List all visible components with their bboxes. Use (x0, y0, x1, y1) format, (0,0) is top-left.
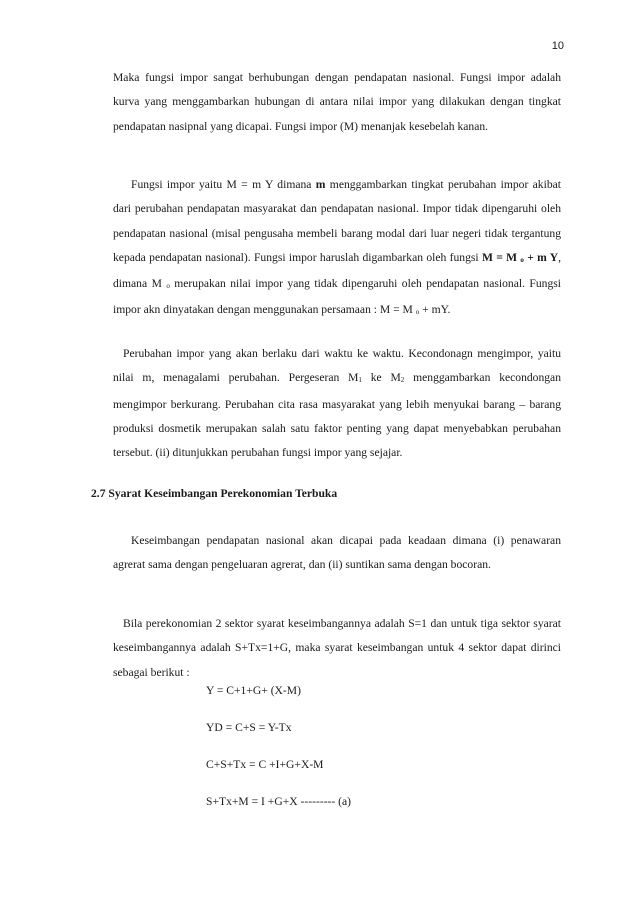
paragraph-import-change: Perubahan impor yang akan berlaku dari waktu ke waktu. Kecondonagn mengimpor, yaitu nilai m, menagalami perubahan. Pergeseran $M_1$ ke $M_2$ menggambarkan kecondongan mengimpor berkurang. Perubahan cita rasa masyarakat yang lebih menyukai barang – barang produksi dosmetik merupakan salah satu faktor penting yang dapat menyebabkan perubahan tersebut. (ii) ditunjukkan perubahan fungsi impor yang sejajar. (113, 347, 562, 460)
paragraph-sector-conditions: Bila perekonomian 2 sektor syarat keseimbangannya adalah S=1 dan untuk tiga sektor syarat keseimbangannya adalah S+Tx=1+G, maka syarat keseimbangan untuk 4 sektor dapat dirinci sebagai berikut : (113, 617, 561, 679)
paragraph-import-equation: Fungsi impor yaitu M = m Y dimana m menggambarkan tingkat perubahan impor akibat dari perubahan pendapatan masyarakat dan pendapatan nasional. Impor tidak dipengaruhi oleh pendapatan nasional (misal pengusaha membeli barang modal dari luar negeri tidak tergantung kepada pendapatan nasional). Fungsi impor haruslah digambarkan oleh fungsi M = M $_o$ + m Y, dimana M $_o$ merupakan nilai impor yang tidak dipengaruhi oleh pendapatan nasional. Fungsi impor akn dinyatakan dengan menggunakan persamaan : M = M $_o$ + mY. (113, 178, 561, 317)
paragraph-import-function: Maka fungsi impor sangat berhubungan dengan pendapatan nasional. Fungsi impor adalah kurva yang menggambarkan hubungan di antara nilai impor yang dilakukan dengan tingkat pendapatan nasipnal yang dicapai. Fungsi impor (M) menanjak kesebelah kanan. (113, 71, 561, 133)
equation-2: YD = C+S = Y-Tx (206, 721, 292, 734)
equation-3: C+S+Tx = C +I+G+X-M (206, 758, 324, 771)
equation-1: Y = C+1+G+ (X-M) (206, 684, 301, 697)
equation-4: S+Tx+M = I +G+X --------- (a) (206, 795, 352, 808)
page-number: 10 (551, 40, 564, 52)
section-heading: 2.7 Syarat Keseimbangan Perekonomian Terbuka (91, 487, 338, 500)
paragraph-equilibrium: Keseimbangan pendapatan nasional akan dicapai pada keadaan dimana (i) penawaran agrerat sama dengan pengeluaran agrerat, dan (ii) suntikan sama dengan bocoran. (113, 534, 561, 572)
